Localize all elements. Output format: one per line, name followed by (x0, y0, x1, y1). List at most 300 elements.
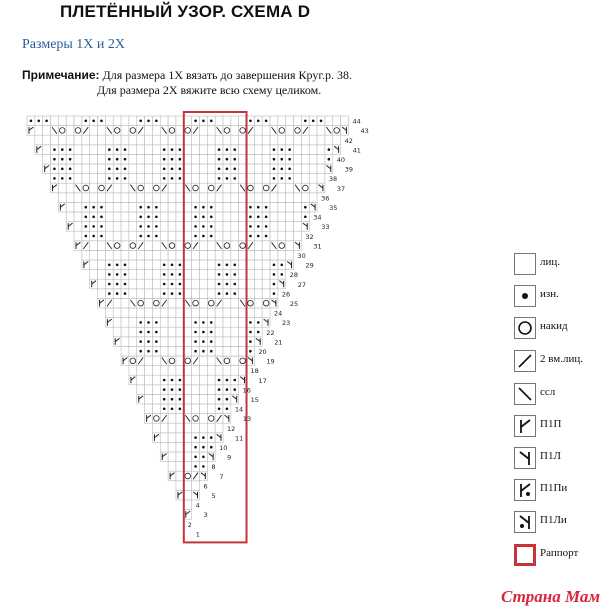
purl-dot (233, 148, 236, 151)
purl-dot (218, 148, 221, 151)
chart-cell (137, 174, 145, 184)
chart-cell (262, 241, 270, 251)
chart-cell (176, 135, 184, 145)
chart-cell (160, 116, 168, 126)
chart-cell (223, 298, 231, 308)
chart-cell (129, 289, 137, 299)
purl-dot (233, 379, 236, 382)
chart-cell (294, 193, 302, 203)
chart-cell (239, 327, 247, 337)
chart-cell (184, 154, 192, 164)
purl-dot (85, 225, 88, 228)
purl-dot (108, 177, 111, 180)
purl-dot (163, 168, 166, 171)
purl-dot (139, 340, 142, 343)
chart-cell (223, 116, 231, 126)
chart-cell (152, 241, 160, 251)
chart-cell (199, 183, 207, 193)
chart-cell (247, 154, 255, 164)
chart-cell (145, 193, 153, 203)
chart-cell (160, 318, 168, 328)
chart-cell (317, 135, 325, 145)
row-number: 15 (250, 396, 259, 404)
purl-dot (171, 177, 174, 180)
chart-cell (184, 346, 192, 356)
chart-cell (121, 183, 129, 193)
row-number: 40 (336, 156, 346, 164)
chart-cell (294, 241, 302, 251)
chart-cell (90, 154, 98, 164)
chart-cell (176, 423, 184, 433)
chart-cell (184, 135, 192, 145)
chart-cell (184, 260, 192, 270)
chart-cell (207, 250, 215, 260)
chart-cell (145, 385, 153, 395)
purl-dot (179, 158, 182, 161)
purl-dot (116, 177, 119, 180)
chart-cell (90, 126, 98, 136)
chart-cell (90, 174, 98, 184)
purl-dot (108, 148, 111, 151)
row-number: 17 (258, 376, 267, 385)
chart-cell (152, 423, 160, 433)
chart-cell (176, 308, 184, 318)
purl-dot (273, 148, 276, 151)
purl-dot (139, 216, 142, 219)
purl-dot (155, 321, 158, 324)
chart-cell (176, 126, 184, 136)
chart-cell (184, 212, 192, 222)
chart-cell (35, 145, 43, 155)
chart-cell (286, 231, 294, 241)
purl-dot (328, 148, 331, 151)
purl-dot (194, 436, 197, 439)
purl-dot (218, 177, 221, 180)
legend-label-repeat: Раппорт (540, 547, 579, 559)
chart-cell (199, 164, 207, 174)
purl-dot (179, 168, 182, 171)
chart-cell (129, 154, 137, 164)
chart-cell (82, 250, 90, 260)
chart-cell (184, 308, 192, 318)
chart-cell (325, 164, 333, 174)
chart-cell (184, 423, 192, 433)
chart-cell (231, 346, 239, 356)
purl-dot (100, 206, 103, 209)
chart-cell (152, 279, 160, 289)
purl-dot (92, 225, 95, 228)
chart-cell (317, 183, 325, 193)
chart-cell (207, 404, 215, 414)
chart-cell (207, 366, 215, 376)
purl-dot (202, 120, 205, 123)
purl-dot (218, 292, 221, 295)
chart-cell (184, 510, 192, 520)
purl-dot (53, 158, 56, 161)
chart-cell (309, 126, 317, 136)
purl-dot (85, 235, 88, 238)
chart-cell (254, 164, 262, 174)
chart-cell (129, 346, 137, 356)
purl-dot (233, 273, 236, 276)
legend-label-p1pi: П1Пи (540, 482, 568, 494)
purl-dot (108, 273, 111, 276)
row-number: 24 (274, 309, 283, 318)
chart-cell (184, 193, 192, 203)
chart-cell (176, 318, 184, 328)
chart-cell (129, 279, 137, 289)
chart-cell (176, 442, 184, 452)
row-number: 37 (336, 184, 346, 193)
chart-cell (105, 250, 113, 260)
chart-cell (176, 337, 184, 347)
purl-dot (281, 177, 284, 180)
chart-cell (58, 183, 66, 193)
chart-cell (239, 270, 247, 280)
chart-cell (247, 356, 255, 366)
chart-cell (176, 327, 184, 337)
chart-cell (286, 260, 294, 270)
chart-cell (184, 394, 192, 404)
purl-dot (155, 331, 158, 334)
chart-cell (113, 298, 121, 308)
chart-cell (199, 375, 207, 385)
chart-cell (74, 135, 82, 145)
chart-cell (58, 135, 66, 145)
chart-cell (74, 154, 82, 164)
chart-cell (270, 231, 278, 241)
chart-cell (262, 270, 270, 280)
chart-cell (192, 308, 200, 318)
chart-cell (215, 250, 223, 260)
chart-cell (160, 135, 168, 145)
chart-cell (168, 193, 176, 203)
chart-cell (215, 193, 223, 203)
purl-dot (171, 264, 174, 267)
chart-cell (239, 116, 247, 126)
purl-dot (304, 120, 307, 123)
chart-cell (231, 366, 239, 376)
chart-cell (152, 135, 160, 145)
chart-cell (184, 481, 192, 491)
purl-dot (163, 177, 166, 180)
purl-dot (218, 379, 221, 382)
purl-dot (304, 216, 307, 219)
purl-dot (273, 177, 276, 180)
chart-cell (145, 375, 153, 385)
chart-cell (325, 135, 333, 145)
chart-cell (105, 318, 113, 328)
row-number: 28 (289, 271, 299, 280)
purl-dot (249, 321, 252, 324)
row-number: 27 (297, 280, 307, 289)
chart-cell (247, 164, 255, 174)
chart-cell (184, 279, 192, 289)
chart-cell (215, 212, 223, 222)
chart-cell (137, 308, 145, 318)
chart-cell (129, 250, 137, 260)
chart-cell (294, 222, 302, 232)
purl-dot (194, 456, 197, 459)
row-number: 7 (219, 472, 224, 481)
chart-cell (35, 126, 43, 136)
purl-dot (139, 206, 142, 209)
chart-cell (145, 270, 153, 280)
chart-cell (129, 174, 137, 184)
chart-cell (98, 270, 106, 280)
purl-dot (179, 264, 182, 267)
chart-cell (207, 452, 215, 462)
purl-dot (218, 388, 221, 391)
purl-dot (85, 120, 88, 123)
chart-cell (231, 116, 239, 126)
chart-cell (113, 212, 121, 222)
chart-cell (341, 116, 349, 126)
chart-cell (105, 116, 113, 126)
chart-cell (184, 433, 192, 443)
purl-dot (155, 340, 158, 343)
purl-dot (179, 283, 182, 286)
chart-cell (192, 423, 200, 433)
backslash-icon (514, 383, 536, 405)
chart-cell (168, 202, 176, 212)
chart-cell (105, 308, 113, 318)
chart-cell (184, 404, 192, 414)
chart-cell (98, 164, 106, 174)
chart-cell (160, 423, 168, 433)
purl-dot (328, 158, 331, 161)
chart-cell (184, 270, 192, 280)
purl-dot (202, 456, 205, 459)
chart-cell (231, 212, 239, 222)
row-number: 22 (266, 328, 275, 337)
purl-dot (108, 158, 111, 161)
chart-cell (254, 260, 262, 270)
purl-dot (92, 206, 95, 209)
chart-cell (239, 279, 247, 289)
purl-dot (37, 120, 40, 123)
purl-dot (179, 148, 182, 151)
chart-cell (43, 164, 51, 174)
purl-dot (85, 206, 88, 209)
chart-cell (270, 212, 278, 222)
chart-cell (113, 318, 121, 328)
chart-cell (82, 164, 90, 174)
chart-cell (192, 135, 200, 145)
chart-cell (333, 145, 341, 155)
chart-cell (207, 289, 215, 299)
chart-cell (105, 193, 113, 203)
purl-dot (249, 206, 252, 209)
row-number: 18 (250, 367, 259, 376)
purl-dot (171, 158, 174, 161)
chart-cell (239, 231, 247, 241)
chart-cell (129, 375, 137, 385)
row-number: 16 (242, 386, 251, 395)
chart-cell (129, 327, 137, 337)
purl-dot (69, 158, 72, 161)
chart-cell (207, 193, 215, 203)
chart-cell (278, 183, 286, 193)
chart-cell (199, 260, 207, 270)
right-cross-icon (514, 415, 536, 437)
purl-dot (194, 206, 197, 209)
chart-cell (137, 135, 145, 145)
chart-cell (317, 164, 325, 174)
chart-cell (51, 135, 59, 145)
chart-cell (223, 202, 231, 212)
chart-cell (152, 154, 160, 164)
purl-dot (116, 148, 119, 151)
chart-cell (129, 145, 137, 155)
row-number: 41 (352, 146, 361, 155)
chart-cell (239, 289, 247, 299)
purl-dot (124, 168, 127, 171)
purl-dot (155, 206, 158, 209)
chart-cell (168, 183, 176, 193)
chart-cell (301, 174, 309, 184)
chart-cell (90, 279, 98, 289)
chart-cell (152, 308, 160, 318)
chart-cell (184, 337, 192, 347)
note-label: Примечание: (22, 68, 100, 82)
chart-cell (74, 174, 82, 184)
chart-cell (160, 193, 168, 203)
chart-cell (43, 135, 51, 145)
purl-dot (171, 283, 174, 286)
chart-cell (199, 423, 207, 433)
chart-cell (199, 145, 207, 155)
chart-cell (137, 164, 145, 174)
chart-cell (262, 193, 270, 203)
chart-cell (199, 241, 207, 251)
chart-cell (309, 154, 317, 164)
purl-dot (202, 340, 205, 343)
chart-cell (113, 222, 121, 232)
chart-cell (184, 327, 192, 337)
purl-dot (124, 273, 127, 276)
purl-dot (194, 225, 197, 228)
chart-cell (215, 231, 223, 241)
row-number: 3 (203, 511, 208, 520)
chart-cell (152, 250, 160, 260)
purl-dot (249, 340, 252, 343)
chart-cell (160, 442, 168, 452)
purl-dot (281, 273, 284, 276)
chart-cell (231, 327, 239, 337)
row-number: 14 (234, 405, 244, 414)
slash-icon (514, 350, 536, 372)
chart-cell (168, 442, 176, 452)
chart-cell (309, 174, 317, 184)
chart-cell (262, 164, 270, 174)
chart-cell (231, 231, 239, 241)
chart-cell (74, 231, 82, 241)
row-number: 25 (289, 300, 299, 308)
purl-dot (116, 273, 119, 276)
chart-cell (184, 289, 192, 299)
chart-cell (176, 366, 184, 376)
chart-cell (192, 375, 200, 385)
chart-cell (145, 174, 153, 184)
purl-dot (202, 350, 205, 353)
chart-cell (168, 222, 176, 232)
chart-cell (184, 462, 192, 472)
row-number: 5 (211, 492, 216, 500)
chart-cell (223, 193, 231, 203)
chart-cell (176, 462, 184, 472)
chart-cell (239, 250, 247, 260)
chart-cell (184, 385, 192, 395)
chart-cell (309, 202, 317, 212)
purl-dot (179, 177, 182, 180)
chart-cell (215, 135, 223, 145)
chart-cell (309, 183, 317, 193)
chart-cell (145, 394, 153, 404)
chart-cell (247, 308, 255, 318)
chart-cell (231, 318, 239, 328)
purl-dot (288, 148, 291, 151)
chart-cell (168, 116, 176, 126)
chart-cell (270, 193, 278, 203)
chart-cell (66, 126, 74, 136)
chart-cell (152, 164, 160, 174)
chart-cell (262, 126, 270, 136)
chart-cell (207, 241, 215, 251)
purl-dot (108, 264, 111, 267)
chart-cell (278, 212, 286, 222)
purl-dot (265, 225, 268, 228)
chart-cell (199, 279, 207, 289)
purl-dot (202, 225, 205, 228)
chart-cell (270, 135, 278, 145)
purl-dot (194, 465, 197, 468)
chart-cell (176, 471, 184, 481)
chart-cell (286, 193, 294, 203)
chart-cell (176, 222, 184, 232)
chart-cell (270, 222, 278, 232)
chart-cell (262, 250, 270, 260)
purl-dot (233, 168, 236, 171)
purl-dot (100, 216, 103, 219)
chart-cell (184, 452, 192, 462)
chart-cell (98, 289, 106, 299)
purl-dot (288, 177, 291, 180)
chart-cell (168, 346, 176, 356)
chart-cell (247, 279, 255, 289)
chart-cell (168, 337, 176, 347)
chart-cell (160, 327, 168, 337)
chart-cell (82, 193, 90, 203)
chart-cell (223, 212, 231, 222)
chart-cell (278, 231, 286, 241)
chart-cell (82, 145, 90, 155)
chart-cell (254, 250, 262, 260)
chart-cell (199, 356, 207, 366)
purl-dot (147, 120, 150, 123)
legend-label-ssk: ссл (540, 386, 556, 398)
chart-cell (223, 135, 231, 145)
chart-cell (176, 298, 184, 308)
chart-cell (294, 231, 302, 241)
purl-dot (281, 148, 284, 151)
row-number: 35 (329, 204, 338, 212)
row-number: 43 (360, 127, 369, 136)
purl-dot (61, 168, 64, 171)
purl-dot (163, 148, 166, 151)
chart-cell (254, 337, 262, 347)
purl-dot (147, 225, 150, 228)
